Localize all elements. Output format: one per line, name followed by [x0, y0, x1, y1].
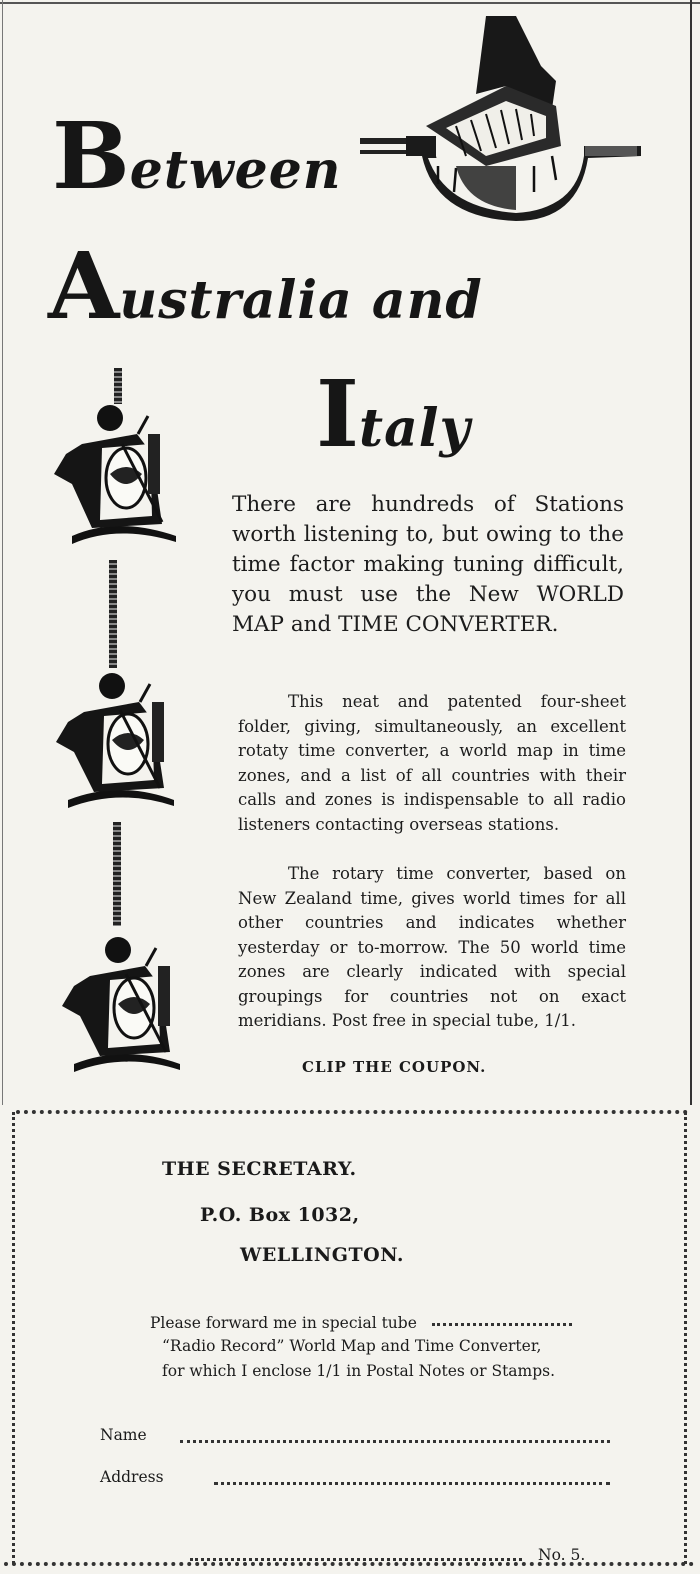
address-field[interactable] — [214, 1482, 610, 1485]
coupon-top-border — [16, 1110, 688, 1114]
forward-request-line-3: for which I enclose 1/1 in Postal Notes or Stamps. — [162, 1362, 556, 1380]
name-label: Name — [100, 1426, 147, 1444]
name-field[interactable] — [180, 1440, 610, 1443]
right-border — [690, 0, 692, 1105]
address-field-line-2[interactable] — [190, 1558, 522, 1561]
headline-australia-and — [48, 232, 483, 340]
address-line-2: P.O. Box 1032, — [200, 1204, 360, 1226]
converter-paragraph: The rotary time converter, based on New Zealand time, gives world times for all other countries and indicates whether yesterday or to-morrow. The 50 world time zones are clearly indicated with special groupings for countries not on exact meridians. Post free in special tube, 1/1. — [238, 864, 626, 1030]
coupon-right-border — [684, 1112, 687, 1564]
intro-paragraph: There are hundreds of Stations worth listening to, but owing to the time factor making tuning difficult, you must use the New WORLD MAP and TIME CONVERTER. — [232, 492, 624, 637]
fill-in-dots[interactable] — [432, 1323, 572, 1326]
headline-cap: B — [52, 102, 130, 210]
grand-piano-illustration — [356, 6, 646, 236]
headline-text: etween — [129, 140, 342, 201]
coupon-bottom-border — [4, 1562, 694, 1566]
headline-italy — [316, 360, 471, 468]
forward-request-line-2: “Radio Record” World Map and Time Converter, — [162, 1337, 542, 1355]
headline-cap: I — [316, 360, 360, 468]
clip-coupon-label: CLIP THE COUPON. — [302, 1058, 487, 1076]
headline-cap: A — [48, 232, 120, 340]
description-paragraph: This neat and patented four-sheet folder, giving, simultaneously, an excellent rotaty time converter, a world map in time zones, and a list of all countries with their calls and zones is indispensable to all radio listeners contacting overseas stations. — [238, 692, 626, 834]
violinist-illustration — [54, 672, 184, 812]
headline-text: ustralia and — [119, 270, 483, 331]
forward-request-text: Please forward me in special tube — [150, 1314, 417, 1332]
address-label: Address — [100, 1468, 164, 1486]
coupon-left-border — [12, 1112, 15, 1564]
left-border — [2, 0, 3, 1105]
top-border — [0, 2, 700, 4]
violinist-illustration — [60, 936, 190, 1076]
forward-request-line-1 — [150, 1314, 572, 1332]
violinist-illustration — [52, 404, 182, 544]
headline-text: taly — [359, 398, 471, 459]
decorative-rule — [114, 368, 122, 404]
decorative-rule — [109, 560, 117, 668]
address-line-1: THE SECRETARY. — [162, 1158, 357, 1180]
headline-between — [52, 102, 342, 210]
address-line-3: WELLINGTON. — [240, 1244, 404, 1266]
decorative-rule — [113, 822, 121, 926]
issue-number: No. 5. — [538, 1546, 586, 1564]
